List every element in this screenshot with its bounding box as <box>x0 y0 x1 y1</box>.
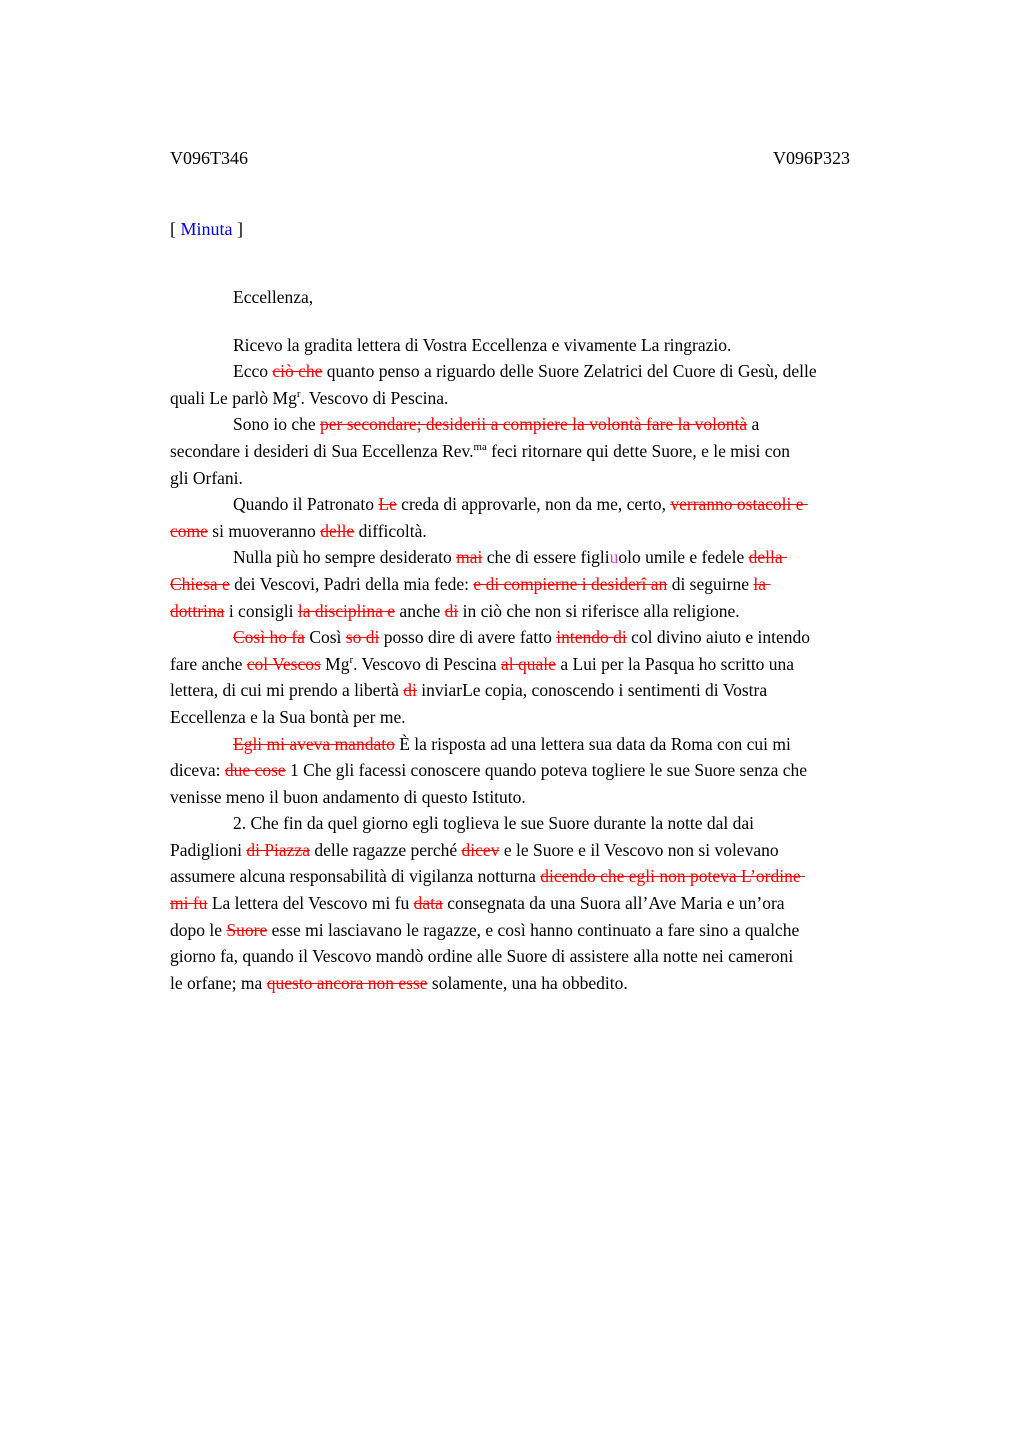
deleted-text: la disciplina e <box>297 600 396 621</box>
text-line <box>170 943 882 970</box>
text-segment: dopo le <box>170 919 227 940</box>
deleted-text: intendo di <box>556 627 627 648</box>
deleted-text: per secondare; desiderii a compiere la volontà fare la volontà <box>320 414 748 435</box>
text-segment: di seguirne <box>667 573 754 594</box>
text-segment: venisse meno il buon andamento di questo Istituto. <box>170 786 526 807</box>
deleted-text: Le <box>378 494 397 515</box>
text-segment: difficoltà. <box>354 520 427 541</box>
text-line <box>170 465 882 492</box>
text-segment: col divino aiuto e intendo <box>626 627 810 648</box>
text-segment: secondare i desideri di Sua Eccellenza Rev. <box>170 440 474 461</box>
reference-code-right: V096P323 <box>772 148 850 168</box>
text-segment: 2. Che fin da quel giorno egli toglieva le sue Suore durante la notte dal dai <box>233 813 754 834</box>
deleted-text: Così ho fa <box>233 627 305 648</box>
deleted-text: della <box>748 547 788 568</box>
text-segment: in ciò che non si riferisce alla religione. <box>458 600 740 621</box>
page-header <box>170 148 882 169</box>
text-segment: a Lui per la Pasqua ho scritto una <box>555 653 795 674</box>
deleted-text: di Piazza <box>246 839 310 860</box>
text-segment: consegnata da una Suora all’Ave Maria e un’ora <box>442 893 785 914</box>
text-line <box>170 518 882 545</box>
superscript-text: ma <box>473 441 487 454</box>
text-segment: a <box>747 414 760 435</box>
text-line <box>170 438 882 465</box>
deleted-text: al quale <box>501 653 556 674</box>
text-line <box>170 731 882 758</box>
text-segment: Ricevo la gradita lettera di Vostra Eccellenza e vivamente La ringrazio. <box>233 334 732 355</box>
text-line <box>170 598 882 625</box>
text-segment: dei Vescovi, Padri della mia fede: <box>229 573 474 594</box>
text-line <box>170 863 882 890</box>
text-line <box>170 284 882 311</box>
text-segment: giorno fa, quando il Vescovo mandò ordine alle Suore di assistere alla notte nei cameroni <box>170 946 794 967</box>
deleted-text: dicev <box>461 839 500 860</box>
text-segment: feci ritornare qui dette Suore, e le misi con <box>486 440 791 461</box>
text-segment: 1 Che gli facessi conoscere quando poteva togliere le sue Suore senza che <box>285 760 808 781</box>
text-segment: olo umile e fedele <box>618 547 749 568</box>
inserted-text: u <box>609 547 619 568</box>
bracket-close: ] <box>237 219 243 239</box>
deleted-text: di <box>403 680 417 701</box>
text-line <box>170 890 882 917</box>
deleted-text: verranno ostacoli e <box>670 494 808 515</box>
text-line <box>170 358 882 385</box>
deleted-text: Suore <box>226 919 268 940</box>
text-line <box>170 784 882 811</box>
text-line <box>170 704 882 731</box>
deleted-text: dottrina <box>170 600 225 621</box>
text-line <box>170 624 882 651</box>
deleted-text: so di <box>345 627 380 648</box>
text-line <box>170 810 882 837</box>
letter-body <box>170 284 882 996</box>
text-segment: posso dire di avere fatto <box>379 627 557 648</box>
text-segment: Sono io che <box>233 414 321 435</box>
text-segment: creda di approvarle, non da me, certo, <box>396 494 671 515</box>
deleted-text: e di compierne i desiderî an <box>473 573 668 594</box>
text-segment: Ecco <box>233 361 273 382</box>
deleted-text: mi fu <box>170 893 208 914</box>
text-segment: gli Orfani. <box>170 467 243 488</box>
text-segment: assumere alcuna responsabilità di vigilanza notturna <box>170 866 541 887</box>
document-type-tag <box>170 219 882 240</box>
deleted-text: due cose <box>224 760 286 781</box>
deleted-text: ciò che <box>272 361 323 382</box>
text-segment: quali Le parlò Mg <box>170 387 297 408</box>
text-segment: solamente, una ha obbedito. <box>427 972 628 993</box>
deleted-text: la <box>753 573 771 594</box>
text-segment: diceva: <box>170 760 225 781</box>
text-segment: . Vescovo di Pescina. <box>300 387 449 408</box>
text-line <box>170 651 882 678</box>
text-segment: anche <box>395 600 445 621</box>
text-segment: La lettera del Vescovo mi fu <box>207 893 414 914</box>
text-segment: che di essere figli <box>482 547 610 568</box>
deleted-text: Chiesa e <box>170 573 230 594</box>
text-line <box>170 544 882 571</box>
text-segment: Mg <box>320 653 350 674</box>
text-line <box>170 757 882 784</box>
deleted-text: Egli mi aveva mandato <box>233 733 395 754</box>
text-segment: Padiglioni <box>170 839 247 860</box>
deleted-text: dicendo che egli non poteva L’ordine <box>540 866 805 887</box>
text-line <box>170 332 882 359</box>
text-segment: Eccellenza e la Sua bontà per me. <box>170 706 406 727</box>
text-segment: Quando il Patronato <box>233 494 379 515</box>
reference-code-left: V096T346 <box>170 148 248 168</box>
deleted-text: questo ancora non esse <box>266 972 428 993</box>
deleted-text: come <box>170 520 208 541</box>
text-segment: lettera, di cui mi prendo a libertà <box>170 680 404 701</box>
text-segment: delle ragazze perché <box>309 839 462 860</box>
text-line <box>170 385 882 412</box>
deleted-text: delle <box>320 520 355 541</box>
text-segment: esse mi lasciavano le ragazze, e così hanno continuato a fare sino a qualche <box>267 919 800 940</box>
text-segment: i consigli <box>224 600 298 621</box>
text-segment: Eccellenza, <box>233 287 314 307</box>
text-line <box>170 411 882 438</box>
minuta-label: Minuta <box>180 219 233 239</box>
text-segment: Nulla più ho sempre desiderato <box>233 547 457 568</box>
text-segment: Così <box>304 627 346 648</box>
text-segment: fare anche <box>170 653 247 674</box>
text-line <box>170 837 882 864</box>
text-segment: e le Suore e il Vescovo non si volevano <box>499 839 779 860</box>
deleted-text: mai <box>456 547 483 568</box>
text-line <box>170 677 882 704</box>
deleted-text: data <box>413 893 443 914</box>
text-segment: si muoveranno <box>207 520 321 541</box>
text-segment: quanto penso a riguardo delle Suore Zelatrici del Cuore di Gesù, delle <box>322 361 817 382</box>
text-line <box>170 491 882 518</box>
deleted-text: col Vescos <box>246 653 321 674</box>
document-page <box>170 148 882 996</box>
text-segment: . Vescovo di Pescina <box>353 653 502 674</box>
bracket-open: [ <box>170 219 176 239</box>
text-segment: È la risposta ad una lettera sua data da Roma con cui mi <box>394 733 791 754</box>
superscript-text: r <box>349 653 354 666</box>
text-line <box>170 917 882 944</box>
deleted-text: di <box>444 600 459 621</box>
text-segment: le orfane; ma <box>170 972 267 993</box>
text-segment: inviarLe copia, conoscendo i sentimenti di Vostra <box>416 680 768 701</box>
text-line <box>170 571 882 598</box>
text-line <box>170 970 882 997</box>
superscript-text: r <box>296 387 301 400</box>
